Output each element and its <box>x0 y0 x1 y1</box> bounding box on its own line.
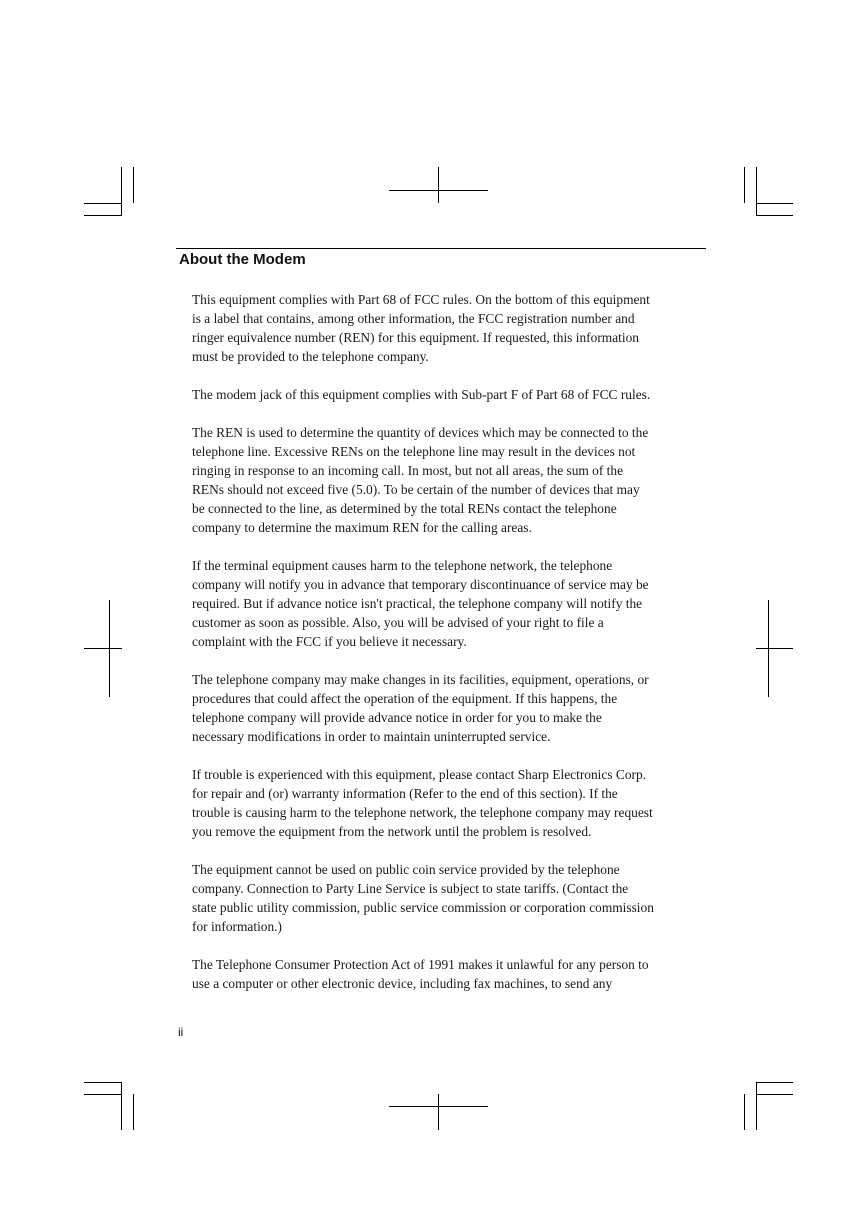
text-line: be connected to the line, as determined by the total RENs contact the telephone <box>192 501 617 516</box>
crop-mark-bottom-right-trim-horizontal <box>756 1082 793 1083</box>
text-line: necessary modifications in order to maintain uninterrupted service. <box>192 729 551 744</box>
text-line: company. Connection to Party Line Service is subject to state tariffs. (Contact the <box>192 881 629 896</box>
text-line: telephone line. Excessive RENs on the telephone line may result in the devices not <box>192 444 636 459</box>
crop-mark-top-left-vertical <box>121 167 122 216</box>
paragraph-coin-service <box>192 860 702 936</box>
crop-mark-bottom-right-vertical <box>756 1082 757 1130</box>
crop-mark-top-right-horizontal <box>756 203 793 204</box>
crop-mark-bottom-right-trim-vertical <box>744 1094 745 1130</box>
text-line: The modem jack of this equipment complies with Sub-part F of Part 68 of FCC rules. <box>192 387 651 402</box>
crop-mark-bottom-right-horizontal <box>756 1094 793 1095</box>
paragraph-ren <box>192 423 702 537</box>
crop-mark-bottom-left-vertical <box>121 1082 122 1130</box>
text-line: The REN is used to determine the quantity of devices which may be connected to the <box>192 425 649 440</box>
registration-mark-top-vertical <box>438 167 439 203</box>
crop-mark-bottom-left-horizontal <box>84 1094 122 1095</box>
paragraph-trouble <box>192 765 702 841</box>
text-line: ringing in response to an incoming call. In most, but not all areas, the sum of the <box>192 463 624 478</box>
text-line: If trouble is experienced with this equipment, please contact Sharp Electronics Corp. <box>192 767 647 782</box>
text-line: use a computer or other electronic device, including fax machines, to send any <box>192 976 613 991</box>
text-line: This equipment complies with Part 68 of FCC rules. On the bottom of this equipment <box>192 292 650 307</box>
paragraph-fcc-compliance <box>192 290 702 366</box>
text-line: company will notify you in advance that temporary discontinuance of service may be <box>192 577 649 592</box>
crop-mark-top-right-trim-vertical <box>756 167 757 216</box>
text-line: required. But if advance notice isn't practical, the telephone company will notify the <box>192 596 643 611</box>
page-number: ii <box>178 1025 184 1039</box>
registration-mark-bottom-vertical <box>438 1094 439 1130</box>
text-line: The equipment cannot be used on public coin service provided by the telephone <box>192 862 620 877</box>
text-line: The telephone company may make changes in its facilities, equipment, operations, or <box>192 672 649 687</box>
text-line: RENs should not exceed five (5.0). To be certain of the number of devices that may <box>192 482 640 497</box>
paragraph-tcpa <box>192 955 702 993</box>
text-line: you remove the equipment from the network until the problem is resolved. <box>192 824 592 839</box>
paragraph-network-harm <box>192 556 702 651</box>
crop-mark-top-left-trim-horizontal <box>84 215 122 216</box>
crop-mark-bottom-left-trim-horizontal <box>84 1082 122 1083</box>
text-line: trouble is causing harm to the telephone network, the telephone company may request <box>192 805 653 820</box>
registration-mark-left-horizontal <box>84 648 122 649</box>
text-line: If the terminal equipment causes harm to the telephone network, the telephone <box>192 558 613 573</box>
section-rule <box>176 248 706 249</box>
crop-mark-top-left-horizontal <box>84 203 122 204</box>
text-line: complaint with the FCC if you believe it necessary. <box>192 634 467 649</box>
text-line: for information.) <box>192 919 282 934</box>
section-title: About the Modem <box>179 251 306 268</box>
paragraph-modem-jack <box>192 385 702 404</box>
text-line: telephone company will provide advance notice in order for you to make the <box>192 710 602 725</box>
text-line: is a label that contains, among other information, the FCC registration number and <box>192 311 635 326</box>
text-line: must be provided to the telephone company. <box>192 349 429 364</box>
document-body <box>192 290 702 1012</box>
text-line: state public utility commission, public service commission or corporation commission <box>192 900 654 915</box>
registration-mark-right-horizontal <box>756 648 793 649</box>
text-line: company to determine the maximum REN for the calling areas. <box>192 520 532 535</box>
text-line: procedures that could affect the operation of the equipment. If this happens, the <box>192 691 618 706</box>
text-line: The Telephone Consumer Protection Act of 1991 makes it unlawful for any person to <box>192 957 649 972</box>
crop-mark-top-right-trim-horizontal <box>756 215 793 216</box>
crop-mark-top-right-vertical <box>744 167 745 203</box>
text-line: ringer equivalence number (REN) for this equipment. If requested, this information <box>192 330 639 345</box>
crop-mark-top-left-trim-vertical <box>133 167 134 203</box>
text-line: customer as soon as possible. Also, you will be advised of your right to file a <box>192 615 604 630</box>
crop-mark-bottom-left-trim-vertical <box>133 1094 134 1130</box>
paragraph-facility-changes <box>192 670 702 746</box>
text-line: for repair and (or) warranty information (Refer to the end of this section). If the <box>192 786 618 801</box>
